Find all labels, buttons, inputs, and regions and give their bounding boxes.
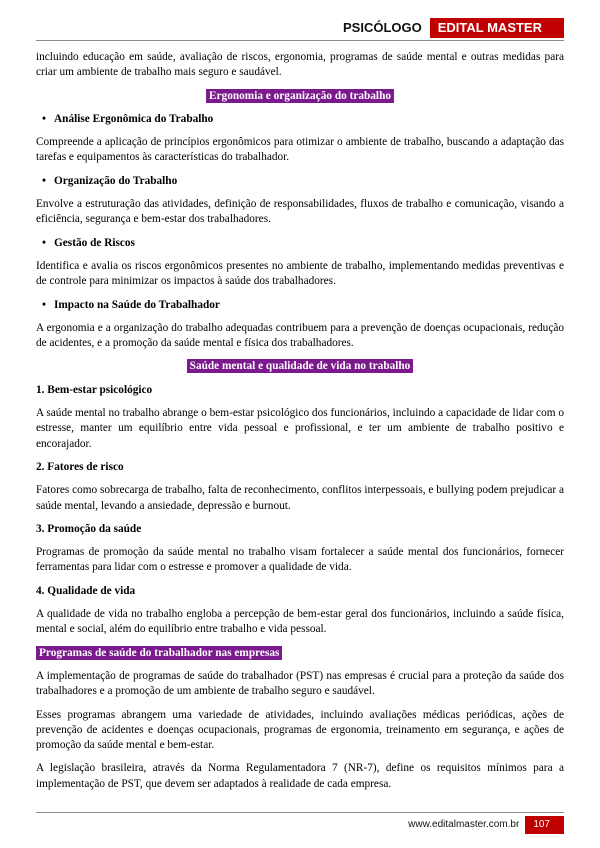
subheading: 1. Bem-estar psicológico xyxy=(36,383,153,396)
section-heading-programas: Programas de saúde do trabalhador nas empresas xyxy=(36,646,282,660)
intro-paragraph: incluindo educação em saúde, avaliação de riscos, ergonomia, programas de saúde mental e outras medidas para criar um ambiente de trabalho mais seguro e saudável. xyxy=(36,51,564,79)
body-paragraph: Compreende a aplicação de princípios ergonômicos para otimizar o ambiente de trabalho, buscando a adaptação das tarefas e equipamentos às características do trabalhador. xyxy=(36,136,564,164)
section-programas-wrap xyxy=(36,646,564,661)
bullet-icon: • xyxy=(42,298,46,311)
bullet-icon: • xyxy=(42,174,46,187)
body-paragraph: A implementação de programas de saúde do trabalhador (PST) nas empresas é crucial para a proteção da saúde dos trabalhadores e a promoção de um ambiente de trabalho seguro e saudável. xyxy=(36,669,564,698)
section-heading-ergonomia: Ergonomia e organização do trabalho xyxy=(206,89,394,103)
page-footer xyxy=(408,816,564,834)
bullet-title: Análise Ergonômica do Trabalho xyxy=(54,112,214,125)
body-paragraph: Envolve a estruturação das atividades, definição de responsabilidades, fluxos de trabalho e comunicação, visando a eficiência, segurança e bem-estar dos trabalhadores. xyxy=(36,198,564,226)
footer-url[interactable]: www.editalmaster.com.br xyxy=(408,819,520,830)
bullet-title: Gestão de Riscos xyxy=(54,236,135,249)
body-paragraph: Fatores como sobrecarga de trabalho, falta de reconhecimento, conflitos interpessoais, e bullying podem prejudicar a saúde mental, levando a ansiedade, depressão e burnout. xyxy=(36,484,564,512)
header-title: PSICÓLOGO xyxy=(343,20,422,35)
bullet-title: Impacto na Saúde do Trabalhador xyxy=(54,298,220,311)
subheading: 4. Qualidade de vida xyxy=(36,584,136,597)
body-paragraph: A ergonomia e a organização do trabalho adequadas contribuem para a prevenção de doenças ocupacionais, redução de acidentes, e a promoção da saúde mental e física dos trabalhadores. xyxy=(36,321,564,350)
header-brand xyxy=(343,18,564,38)
body-paragraph: A legislação brasileira, através da Norma Regulamentadora 7 (NR-7), define os requisitos mínimos para a implementação de PST, que devem ser adaptados à realidade de cada empresa. xyxy=(36,762,564,790)
bullet-icon: • xyxy=(42,236,46,249)
body-paragraph: Esses programas abrangem uma variedade de atividades, incluindo avaliações médicas periódicas, ações de prevenção de acidentes e doenças ocupacionais, programas de ergonomia, treinamento em segurança, e ações de promoção da saúde mental e bem-estar. xyxy=(36,708,564,752)
body-paragraph: A qualidade de vida no trabalho engloba a percepção de bem-estar geral dos funcionários, incluindo a saúde física, mental e social, além do equilíbrio entre trabalho e vida pessoal. xyxy=(36,608,564,636)
body-paragraph: A saúde mental no trabalho abrange o bem-estar psicológico dos funcionários, incluindo a capacidade de lidar com o estresse, manter um equilíbrio entre vida pessoal e profissional, e ter um ambiente de trabalho positivo e encorajador. xyxy=(36,407,564,450)
bullet-heading xyxy=(36,236,564,251)
body-paragraph: Identifica e avalia os riscos ergonômicos presentes no ambiente de trabalho, implementando medidas preventivas e de controle para minimizar os impactos à saúde dos trabalhadores. xyxy=(36,259,564,288)
subheading: 2. Fatores de risco xyxy=(36,460,124,473)
section-saude-mental-wrap xyxy=(36,359,564,374)
footer-divider xyxy=(36,812,564,813)
section-heading-saude-mental: Saúde mental e qualidade de vida no trabalho xyxy=(187,359,414,373)
subheading: 3. Promoção da saúde xyxy=(36,522,142,535)
section-ergonomia-wrap xyxy=(36,89,564,104)
bullet-title: Organização do Trabalho xyxy=(54,174,178,187)
page-body xyxy=(36,50,564,800)
bullet-heading xyxy=(36,298,564,313)
bullet-heading xyxy=(36,112,564,127)
bullet-icon: • xyxy=(42,112,46,125)
body-paragraph: Programas de promoção da saúde mental no trabalho visam fortalecer a saúde mental dos funcionários, fornecer ferramentas para lidar com o estresse e promover a qualidade de vida. xyxy=(36,546,564,574)
bullet-heading xyxy=(36,174,564,189)
page-number: 107 xyxy=(525,816,564,834)
header-brand-label: EDITAL MASTER xyxy=(430,18,564,38)
header-divider xyxy=(36,40,564,41)
